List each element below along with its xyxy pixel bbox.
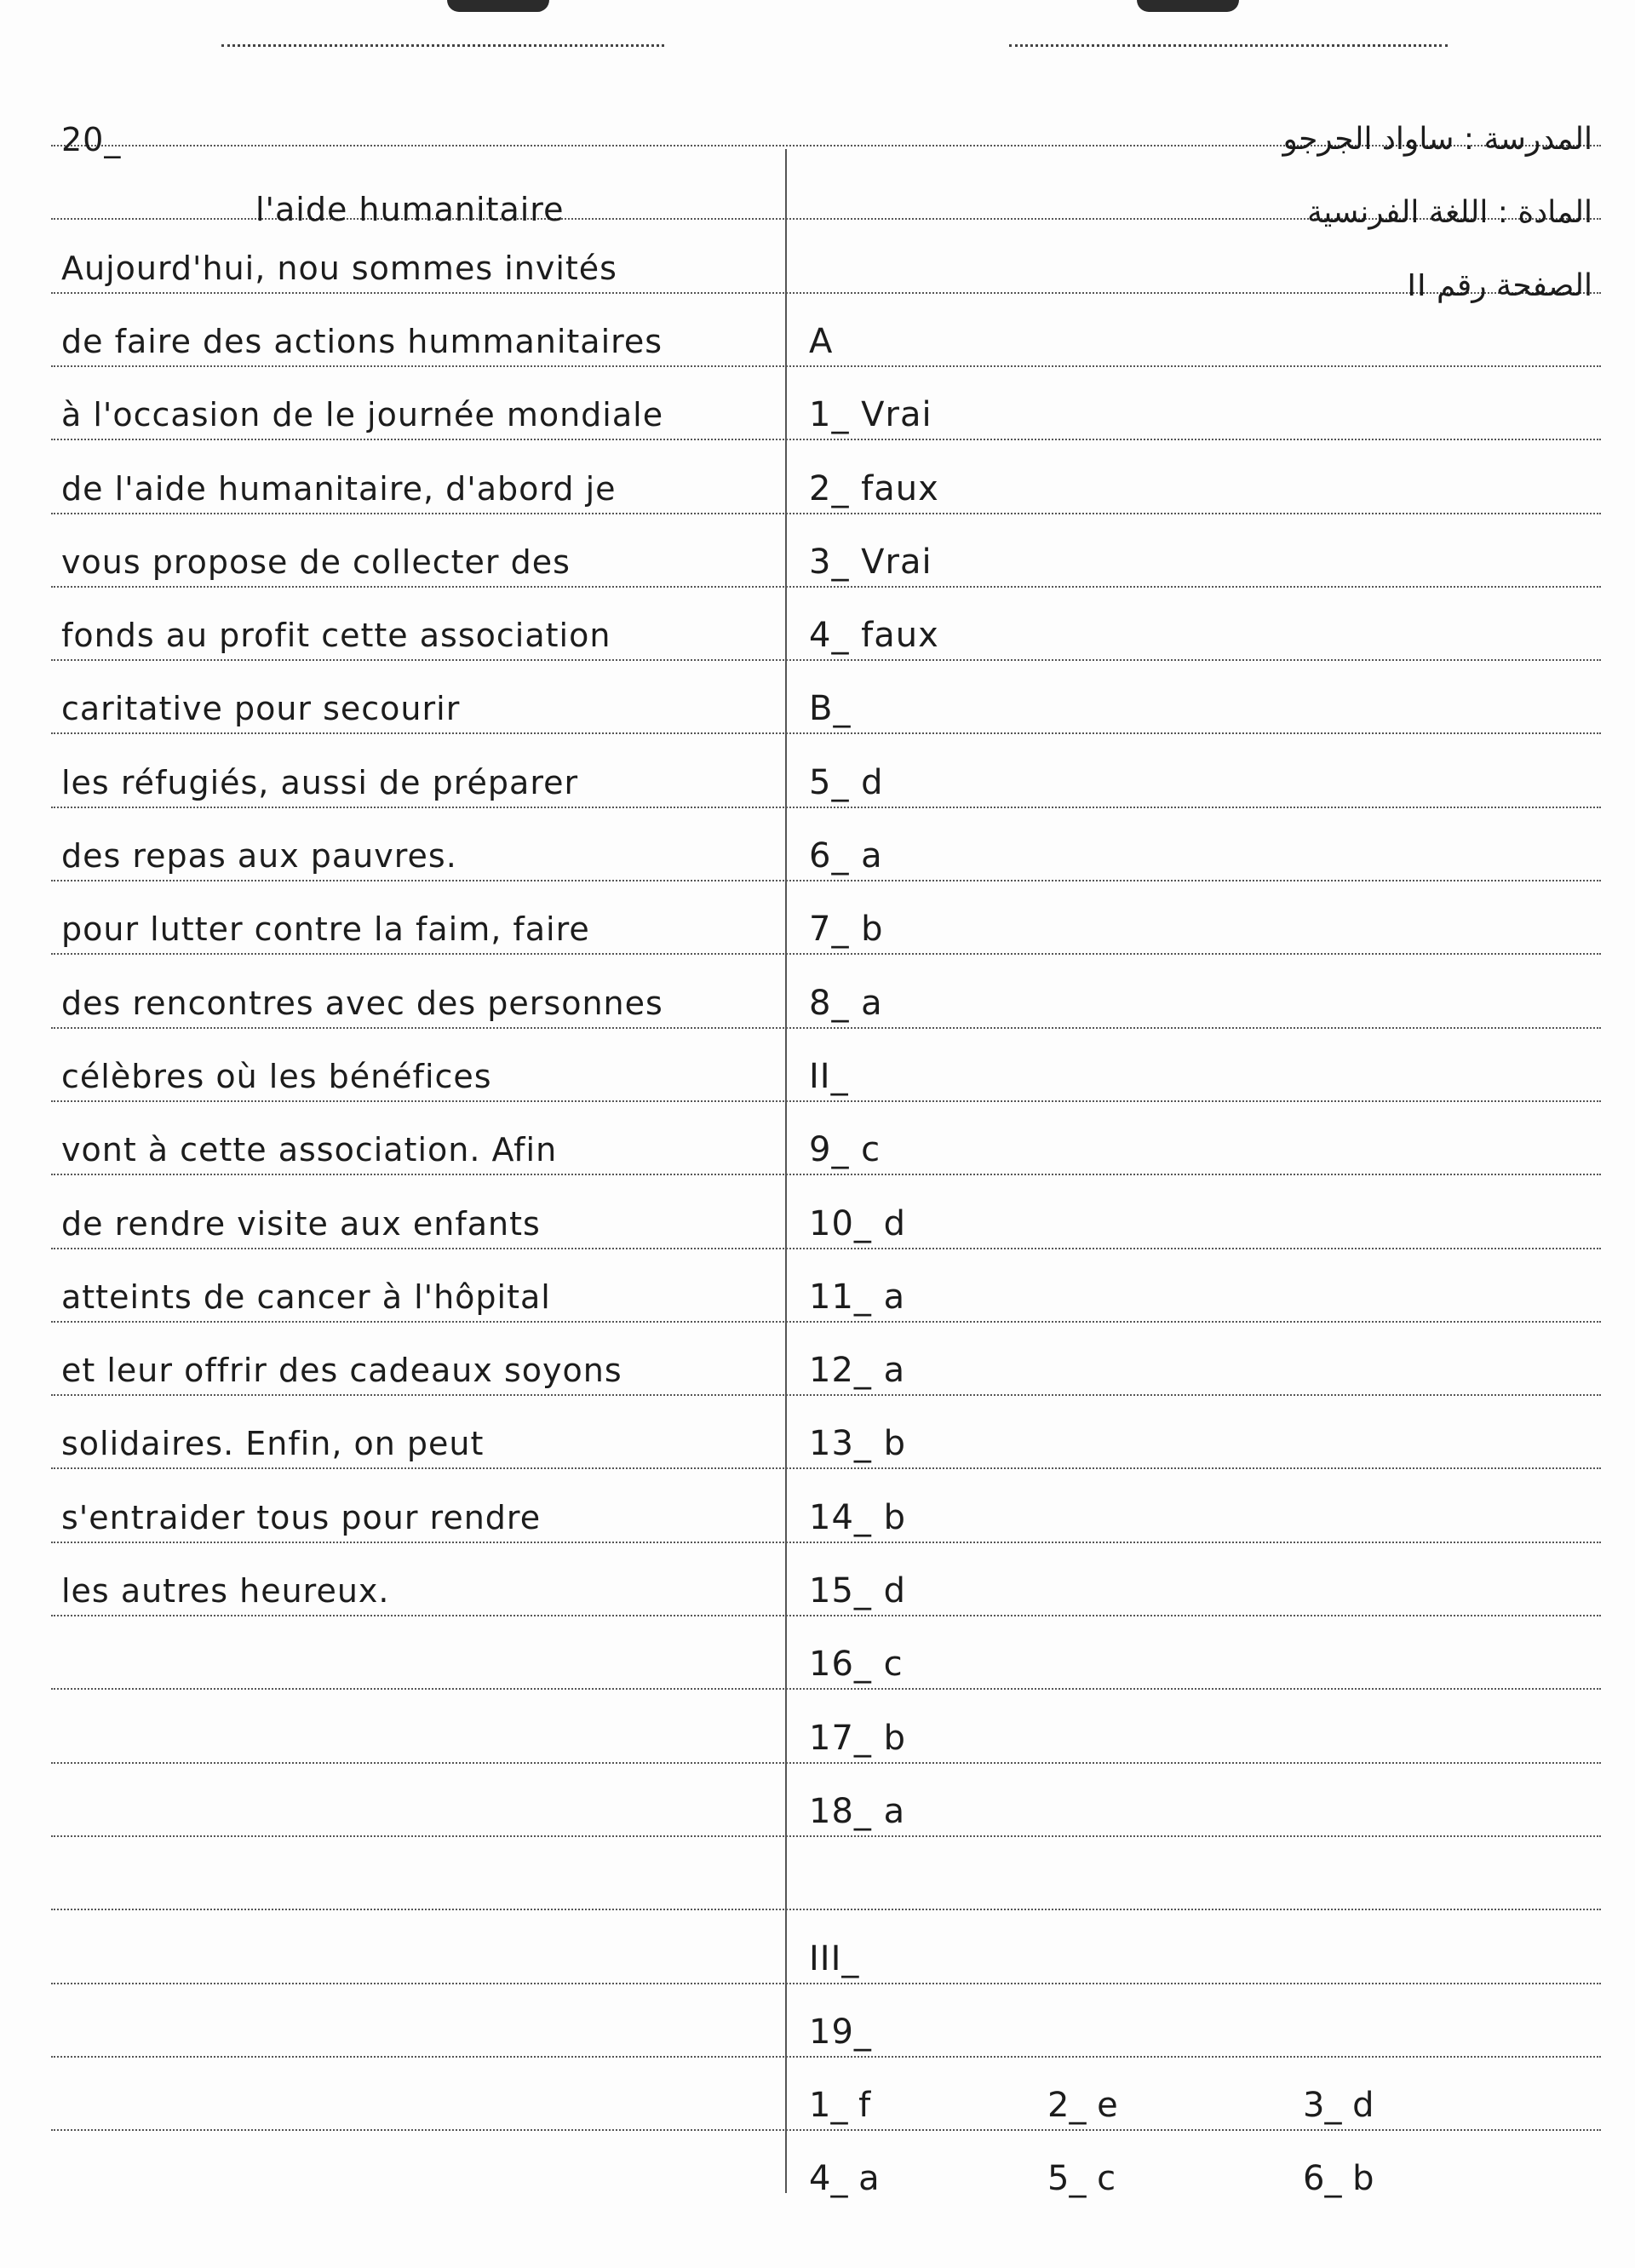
answer-item: B_	[809, 689, 852, 728]
answer-item: III_	[809, 1939, 860, 1978]
matching-pair: 4_ a	[809, 2159, 880, 2198]
answer-item: 3_ Vrai	[809, 543, 932, 582]
ruled-line	[51, 1983, 1601, 1984]
answer-item: 16_ c	[809, 1645, 904, 1684]
answer-item: 2_ faux	[809, 469, 939, 508]
ruled-line	[51, 1027, 1601, 1029]
ruled-line	[51, 586, 1601, 588]
answer-item: 13_ b	[809, 1424, 907, 1463]
matching-row	[809, 2160, 1422, 2197]
binder-tab-right	[1137, 0, 1239, 12]
answer-item: 15_ d	[809, 1571, 907, 1611]
page-number: 20_	[61, 121, 122, 158]
ruled-line	[51, 1321, 1601, 1323]
essay-line: s'entraider tous pour rendre	[61, 1499, 542, 1536]
ruled-line	[51, 807, 1601, 808]
ruled-line	[51, 1394, 1601, 1396]
answer-item: 17_ b	[809, 1719, 907, 1758]
top-rule-left	[221, 44, 664, 47]
column-divider	[785, 149, 787, 2193]
ruled-line	[51, 1467, 1601, 1469]
ruled-line	[51, 1762, 1601, 1764]
ruled-line	[51, 1100, 1601, 1102]
ruled-line	[51, 1909, 1601, 1910]
essay-line: de rendre visite aux enfants	[61, 1205, 541, 1243]
matching-pair: 3_ d	[1303, 2086, 1374, 2125]
matching-pair: 2_ e	[1047, 2086, 1118, 2125]
essay-line: caritative pour secourir	[61, 690, 461, 727]
essay-line: des repas aux pauvres.	[61, 837, 457, 875]
essay-line: les réfugiés, aussi de préparer	[61, 764, 579, 801]
ruled-line	[51, 2056, 1601, 2058]
answer-item: A	[809, 322, 834, 361]
answer-item: 10_ d	[809, 1204, 907, 1243]
answer-item: 19_	[809, 2012, 872, 2052]
essay-line: célèbres où les bénéfices	[61, 1058, 492, 1095]
ruled-line	[51, 1835, 1601, 1837]
answer-item: 12_ a	[809, 1351, 906, 1390]
essay-line: de faire des actions hummanitaires	[61, 323, 663, 360]
ruled-line	[51, 365, 1601, 367]
arabic-header-line-3: الصفحة رقم II	[1407, 268, 1592, 303]
essay-line: à l'occasion de le journée mondiale	[61, 396, 664, 434]
ruled-line	[51, 513, 1601, 514]
answer-item: 18_ a	[809, 1792, 906, 1831]
essay-line: et leur offrir des cadeaux soyons	[61, 1352, 622, 1389]
essay-line: solidaires. Enfin, on peut	[61, 1425, 485, 1462]
matching-row	[809, 2087, 1422, 2124]
arabic-header-line-1: المدرسة : ساواد الجرجو	[1282, 122, 1592, 157]
ruled-line	[51, 1174, 1601, 1175]
ruled-line	[51, 953, 1601, 955]
matching-pair: 5_ c	[1047, 2159, 1116, 2198]
essay-line: Aujourd'hui, nou sommes invités	[61, 250, 617, 287]
essay-line: vous propose de collecter des	[61, 543, 571, 581]
ruled-line	[51, 880, 1601, 881]
answer-item: 1_ Vrai	[809, 395, 932, 434]
ruled-line	[51, 1542, 1601, 1543]
essay-line: les autres heureux.	[61, 1572, 390, 1610]
essay-line: de l'aide humanitaire, d'abord je	[61, 470, 617, 508]
answer-item: 8_ a	[809, 984, 883, 1023]
matching-pair: 1_ f	[809, 2086, 871, 2125]
ruled-line	[51, 1688, 1601, 1690]
answer-item: 7_ b	[809, 910, 884, 949]
answer-item: 9_ c	[809, 1130, 881, 1169]
answer-item: 4_ faux	[809, 616, 939, 655]
ruled-line	[51, 439, 1601, 440]
ruled-line	[51, 2129, 1601, 2131]
answer-item: 5_ d	[809, 763, 884, 802]
ruled-line	[51, 292, 1601, 294]
essay-title: l'aide humanitaire	[255, 191, 565, 228]
essay-line: des rencontres avec des personnes	[61, 985, 663, 1022]
answer-item: 14_ b	[809, 1498, 907, 1537]
answer-item: 11_ a	[809, 1278, 906, 1317]
top-rule-right	[1009, 44, 1448, 47]
essay-line: fonds au profit cette association	[61, 617, 611, 654]
essay-line: vont à cette association. Afin	[61, 1131, 558, 1168]
ruled-line	[51, 1248, 1601, 1249]
answer-item: 6_ a	[809, 836, 883, 876]
essay-line: atteints de cancer à l'hôpital	[61, 1278, 551, 1316]
essay-line: pour lutter contre la faim, faire	[61, 910, 590, 948]
answer-item: II_	[809, 1057, 849, 1096]
arabic-header-line-2: المادة : اللغة الفرنسية	[1306, 195, 1592, 230]
ruled-line	[51, 659, 1601, 661]
ruled-line	[51, 1615, 1601, 1616]
ruled-line	[51, 732, 1601, 734]
binder-tab-left	[447, 0, 549, 12]
matching-pair: 6_ b	[1303, 2159, 1374, 2198]
